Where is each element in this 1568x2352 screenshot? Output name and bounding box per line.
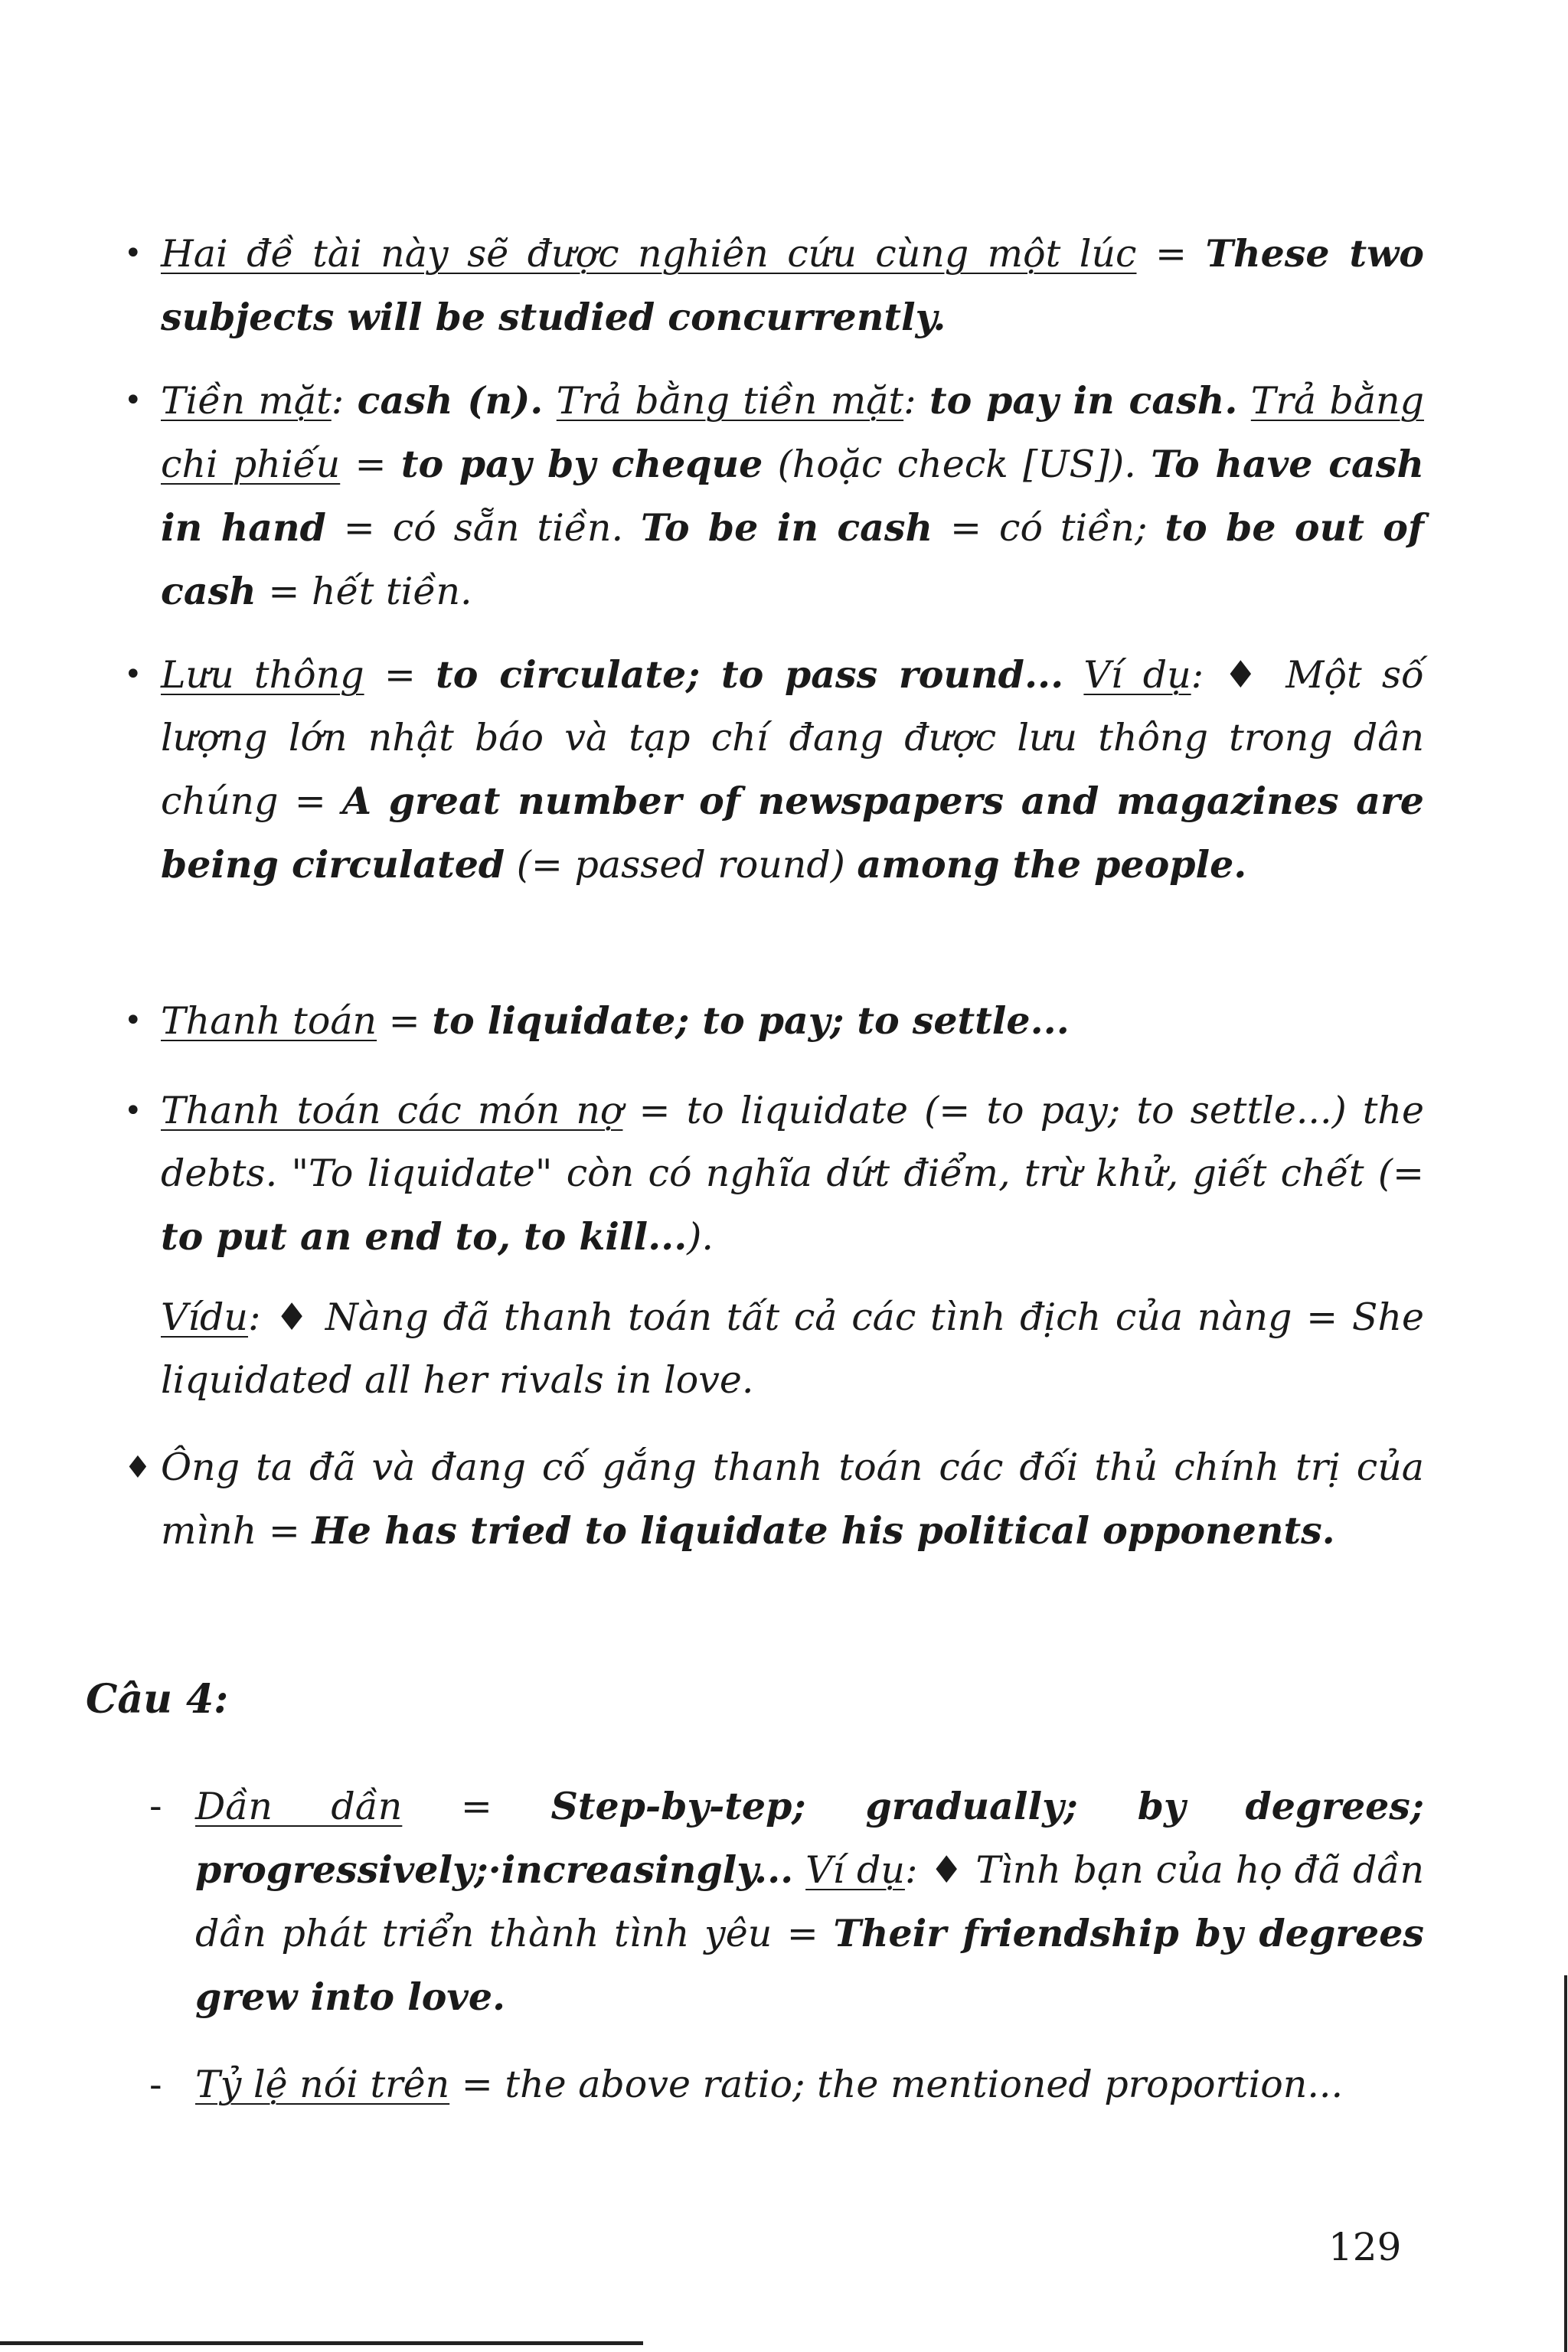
section-heading: Câu 4: [86,1676,229,1723]
run: To have cash in hand [161,442,1424,550]
run: to circulate; to pass round... [436,652,1064,697]
entry-text [161,999,1070,1043]
run: A great number of newspapers and magazines are being circulated [161,779,1424,887]
run: = the above ratio; the mentioned proportion... [449,2063,1344,2106]
run: cash (n). [357,378,544,423]
run: ). [687,1215,714,1259]
run: Ví dụ [1083,653,1191,697]
run: He has tried to liquidate his political opponents. [312,1508,1335,1553]
run: : [331,379,358,423]
run: Trả bằng tiền mặt [556,379,904,423]
run: = [377,999,433,1043]
entry-cash [124,369,1424,623]
run: = to liquidate (= to pay; to settle...) the debts. "To liquidate" còn có nghĩa dứt điểm, trừ khử, giết chết (= [161,1089,1424,1195]
dash-bullet-icon: - [149,1784,162,1828]
entry-circulate [124,643,1425,897]
run: to put an end to, to kill... [161,1214,688,1259]
run: Their friendship by degrees grew into love. [195,1911,1424,2019]
run: = [340,443,401,486]
run: Dần dần [195,1785,403,1828]
example-opponents [124,1436,1424,1563]
run: = [402,1785,551,1828]
entry-concurrently [124,222,1424,349]
run: These two subjects will be studied concurrently. [161,231,1424,339]
run: to pay by cheque [400,442,763,486]
run: Trả bằng chi phiếu [161,379,1424,486]
run: = hết tiền. [256,570,472,613]
run: = [1136,232,1206,276]
run: : ♦ Nàng đã thanh toán tất cả các tình địch của nàng = She liquidated all her rivals in love. [161,1295,1424,1402]
run: Step-by-tep; gradually; by degrees; progressively;·increasingly... [195,1784,1424,1892]
run: Thanh toán các món nợ [161,1089,623,1132]
run: to be out of cash [161,505,1424,613]
entry-text [161,1089,1424,1259]
run: = có sẵn tiền. [325,506,641,550]
run: among the people. [857,842,1247,887]
entry-text [161,379,1424,613]
run: to liquidate; to pay; to settle... [432,998,1070,1043]
diamond-bullet-icon: ♦ [124,1450,152,1485]
run: Ông ta đã và đang cố gắng thanh toán các đối thủ chính trị của mình = [161,1446,1424,1553]
page-number: 129 [1328,2225,1402,2269]
run: = có tiền; [933,506,1165,550]
right-edge-rule [1564,1975,1567,2352]
run: Tỷ lệ nói trên [195,2063,450,2106]
run: Tiền mặt [161,379,332,423]
run: To be in cash [640,505,933,550]
run: (= passed round) [505,843,858,887]
dash-bullet-icon: - [149,2063,162,2106]
entry-debts [124,1080,1424,1269]
run: : ♦ Một số lượng lớn nhật báo và tạp chí đang được lưu thông trong dân chúng = [161,653,1425,823]
run [1063,653,1083,697]
run: Lưu thông [161,653,364,697]
entry-text [195,2063,1343,2106]
run: Ví dụ [805,1848,905,1892]
entry-text [161,232,1424,339]
bullet-icon: • [124,657,142,692]
run: Vídu [161,1295,248,1339]
entry-text [195,1785,1424,2019]
run [793,1848,805,1892]
run [543,379,556,423]
bullet-icon: • [124,1003,142,1038]
entry-gradually [149,1775,1425,2029]
bottom-rule [0,2341,643,2345]
run: Hai đề tài này sẽ được nghiên cứu cùng một lúc [161,232,1137,276]
run: : [903,379,929,423]
bullet-icon: • [124,383,142,418]
entry-ratio [149,2053,1424,2116]
entry-text [161,1295,1424,1402]
run [1237,379,1250,423]
entry-liquidate [124,989,1424,1053]
example-rivals [161,1286,1424,1412]
run: Thanh toán [161,999,377,1043]
run: (hoặc check [US]). [763,443,1152,486]
bullet-icon: • [124,236,142,271]
entry-text [161,1446,1424,1553]
run: = [364,653,436,697]
run: : ♦ Tình bạn của họ đã dần dần phát triển thành tình yêu = [195,1848,1425,1955]
bullet-icon: • [124,1093,142,1129]
run: to pay in cash. [929,378,1238,423]
entry-text [161,653,1424,887]
